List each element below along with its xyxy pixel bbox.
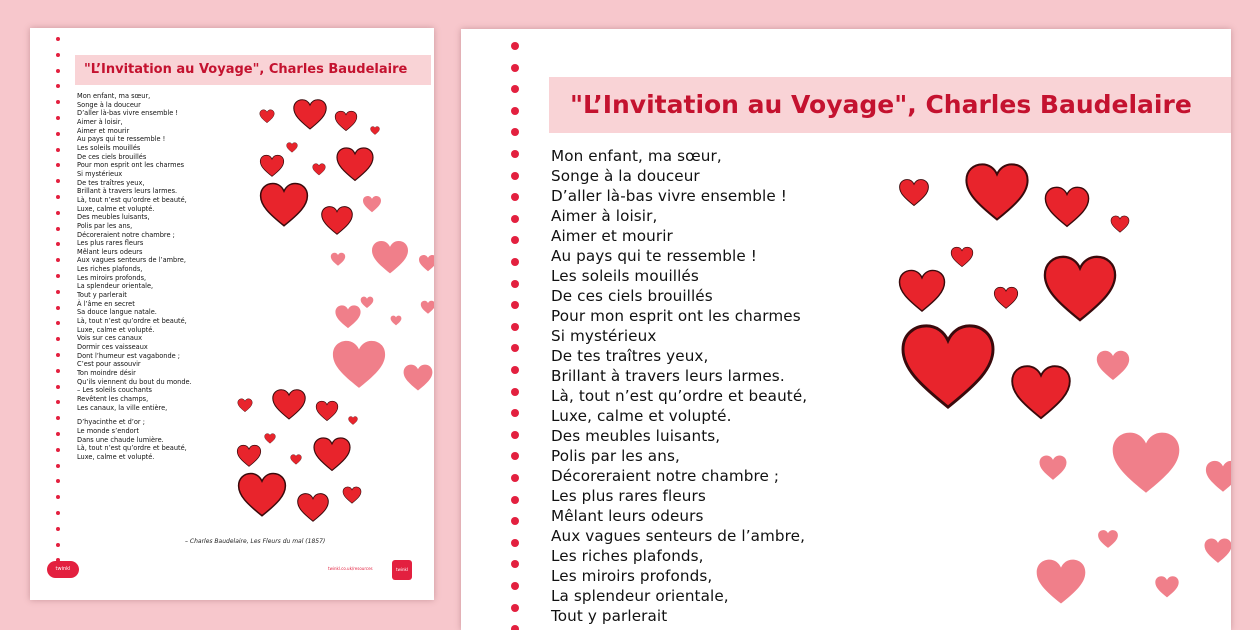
poem-line: Les soleils mouillés (77, 143, 141, 152)
binding-dot (511, 301, 519, 309)
poem-line: Des meubles luisants, (551, 427, 721, 445)
poem-text (77, 92, 192, 462)
poem-line: Mon enfant, ma sœur, (551, 147, 722, 165)
binding-dot (56, 258, 60, 262)
poem-line: Des meubles luisants, (77, 213, 150, 222)
heart-icon (292, 98, 328, 130)
heart-icon (362, 195, 382, 213)
heart-icon (420, 300, 434, 314)
binding-dot (56, 84, 60, 88)
binding-dot (511, 344, 519, 352)
heart-icon (312, 163, 326, 176)
poem-line: Dans une chaude lumière. (77, 435, 164, 444)
binding-dot (56, 448, 60, 452)
binding-dot (511, 42, 519, 50)
heart-icon (290, 454, 302, 465)
poem-line: Aimer à loisir, (551, 207, 658, 225)
poem-line: Les riches plafonds, (551, 547, 704, 565)
poem-line: Décoreraient notre chambre ; (551, 467, 780, 485)
poem-line: Les plus rares fleurs (551, 487, 706, 505)
binding-dot (511, 150, 519, 158)
poem-page-zoomed (461, 29, 1231, 630)
binding-dot (511, 280, 519, 288)
poem-line: Qu’ils viennent du bout du monde. (77, 377, 192, 386)
binding-dot (511, 236, 519, 244)
heart-icon (258, 181, 310, 228)
poem-line: Les miroirs profonds, (77, 273, 147, 282)
poem-line: Sa douce langue natale. (77, 308, 157, 317)
page-title: "L’Invitation au Voyage", Charles Baudelaire (75, 55, 431, 85)
heart-icon (1097, 529, 1119, 549)
binding-dot (56, 369, 60, 373)
heart-icon (1041, 253, 1119, 323)
binding-dot (511, 323, 519, 331)
heart-icon (897, 268, 947, 313)
poem-page-thumbnail (30, 28, 434, 600)
binding-dot (511, 366, 519, 374)
binding-dot (56, 195, 60, 199)
poem-line: Luxe, calme et volupté. (77, 452, 155, 461)
heart-icon (236, 471, 288, 518)
binding-dot (511, 560, 519, 568)
poem-line: Tout y parlerait (77, 291, 127, 300)
binding-dot (56, 464, 60, 468)
binding-dot (511, 409, 519, 417)
poem-line: D’aller là-bas vivre ensemble ! (77, 109, 179, 118)
binding-dot (56, 321, 60, 325)
poem-line: Aimer et mourir (551, 227, 673, 245)
poem-line: Dormir ces vaisseaux (77, 343, 148, 352)
binding-dot (511, 388, 519, 396)
poem-line: Mon enfant, ma sœur, (77, 92, 151, 100)
heart-icon (335, 146, 375, 182)
heart-icon (402, 363, 434, 392)
poem-line: Mêlant leurs odeurs (77, 247, 143, 256)
poem-line: Luxe, calme et volupté. (551, 407, 732, 425)
binding-dot (56, 511, 60, 515)
poem-attribution: – Charles Baudelaire, Les Fleurs du mal (1857) (185, 538, 326, 545)
binding-dot (56, 479, 60, 483)
poem-line: D’aller là-bas vivre ensemble ! (551, 187, 787, 205)
binding-dot (56, 495, 60, 499)
heart-icon (259, 154, 285, 177)
heart-icon (993, 286, 1019, 309)
heart-icon (271, 388, 307, 420)
binding-dot (511, 517, 519, 525)
binding-dot (56, 211, 60, 215)
binding-dot (56, 242, 60, 246)
heart-icon (370, 239, 410, 275)
heart-icon (237, 398, 253, 412)
poem-line: Polis par les ans, (77, 221, 133, 230)
heart-icon (315, 400, 339, 422)
poem-line: Pour mon esprit ont les charmes (77, 161, 185, 170)
poem-line: Là, tout n’est qu’ordre et beauté, (77, 444, 187, 453)
binding-dot (511, 582, 519, 590)
poem-line: Aimer à loisir, (77, 117, 123, 126)
poem-line: Brillant à travers leurs larmes. (551, 367, 785, 385)
poem-line: Les miroirs profonds, (551, 567, 713, 585)
heart-icon (236, 444, 262, 467)
brand-logo-badge: twinkl (392, 560, 412, 580)
poem-line: D’hyacinthe et d’or ; (77, 418, 145, 427)
binding-dot (511, 539, 519, 547)
binding-dot (56, 116, 60, 120)
heart-icon (1095, 349, 1131, 381)
poem-line: Si mystérieux (77, 169, 123, 178)
binding-dot (56, 37, 60, 41)
binding-dot (511, 258, 519, 266)
binding-dot (56, 69, 60, 73)
poem-line: Aimer et mourir (77, 126, 130, 135)
binding-dot (511, 172, 519, 180)
poem-line: Mêlant leurs odeurs (551, 507, 704, 525)
heart-icon (286, 142, 298, 153)
binding-dot (56, 132, 60, 136)
poem-line: Les plus rares fleurs (77, 239, 144, 248)
binding-dot (56, 290, 60, 294)
poem-line: Les canaux, la ville entière, (77, 403, 168, 412)
binding-dot (511, 474, 519, 482)
poem-line: Au pays qui te ressemble ! (551, 247, 757, 265)
poem-line: Tout y parlerait (551, 607, 668, 625)
binding-dot (56, 163, 60, 167)
heart-icon (334, 304, 362, 329)
binding-dot (56, 337, 60, 341)
poem-line: De ces ciels brouillés (551, 287, 713, 305)
heart-icon (348, 416, 358, 425)
poem-line: De ces ciels brouillés (77, 152, 147, 161)
binding-dot (511, 215, 519, 223)
heart-icon (1154, 575, 1180, 598)
poem-line: La splendeur orientale, (77, 282, 154, 291)
heart-icon (1043, 185, 1091, 228)
binding-dot (56, 353, 60, 357)
poem-line: Là, tout n’est qu’ordre et beauté, (551, 387, 808, 405)
brand-logo: twinkl (47, 561, 79, 578)
binding-dot (56, 100, 60, 104)
poem-line: Dont l’humeur est vagabonde ; (77, 351, 181, 360)
binding-dot (511, 128, 519, 136)
binding-dot (56, 527, 60, 531)
page-title: "L’Invitation au Voyage", Charles Baudelaire (549, 77, 1231, 133)
binding-dot (56, 227, 60, 231)
heart-icon (898, 321, 998, 411)
heart-icon (1034, 557, 1088, 606)
binding-dot (56, 416, 60, 420)
heart-icon (320, 205, 354, 236)
poem-line: Luxe, calme et volupté. (77, 204, 155, 213)
binding-dot (56, 148, 60, 152)
binding-dot (511, 431, 519, 439)
binding-dot (56, 385, 60, 389)
poem-line: Les soleils mouillés (551, 267, 699, 285)
heart-icon (1038, 454, 1068, 481)
poem-line: Le monde s’endort (77, 426, 139, 435)
binding-dot (56, 543, 60, 547)
heart-icon (898, 178, 930, 207)
poem-line: Si mystérieux (551, 327, 657, 345)
binding-dot (56, 432, 60, 436)
heart-icon (296, 492, 330, 523)
binding-dot (511, 496, 519, 504)
heart-icon (950, 246, 974, 268)
poem-line: À l’âme en secret (77, 299, 135, 308)
poem-line: De tes traîtres yeux, (551, 347, 709, 365)
poem-line: Aux vagues senteurs de l’ambre, (551, 527, 806, 545)
poem-line: Là, tout n’est qu’ordre et beauté, (77, 195, 187, 204)
poem-line: Polis par les ans, (551, 447, 680, 465)
binding-dot (56, 274, 60, 278)
heart-icon (312, 436, 352, 472)
heart-icon (1110, 215, 1130, 233)
heart-icon (264, 433, 276, 444)
binding-dot (511, 107, 519, 115)
poem-line: Songe à la douceur (551, 167, 700, 185)
poem-line: Là, tout n’est qu’ordre et beauté, (77, 317, 187, 326)
poem-line: Revêtent les champs, (77, 394, 149, 403)
poem-line: La splendeur orientale, (551, 587, 729, 605)
heart-icon (334, 110, 358, 132)
binding-dot (511, 452, 519, 460)
footer-link[interactable]: twinkl.co.uk/resources (328, 566, 373, 571)
heart-icon (963, 161, 1031, 222)
poem-line: Au pays qui te ressemble ! (77, 135, 166, 144)
poem-line: Brillant à travers leurs larmes. (77, 187, 178, 196)
binding-dot (511, 604, 519, 612)
heart-icon (342, 486, 362, 504)
binding-dot (56, 306, 60, 310)
binding-dot (511, 85, 519, 93)
poem-line: C’est pour assouvir (77, 360, 141, 369)
binding-dot (56, 179, 60, 183)
binding-dot (511, 625, 519, 630)
poem-line: Les riches plafonds, (77, 265, 143, 274)
heart-icon (259, 109, 275, 123)
heart-icon (390, 315, 402, 326)
poem-line: De tes traîtres yeux, (77, 178, 145, 187)
poem-line: Vois sur ces canaux (77, 334, 142, 343)
heart-icon (1203, 537, 1231, 564)
poem-line: Aux vagues senteurs de l’ambre, (77, 256, 186, 265)
heart-icon (360, 296, 374, 309)
heart-icon (418, 254, 434, 272)
binding-dot (56, 53, 60, 57)
heart-icon (370, 126, 380, 135)
poem-line: Décoreraient notre chambre ; (77, 230, 175, 239)
poem-line: Luxe, calme et volupté. (77, 325, 155, 334)
heart-icon (1009, 363, 1073, 421)
binding-dot (511, 64, 519, 72)
poem-line: Songe à la douceur (77, 100, 141, 109)
binding-dot (56, 400, 60, 404)
heart-icon (330, 252, 346, 266)
poem-line: – Les soleils couchants (77, 386, 152, 395)
poem-line: Ton moindre désir (77, 369, 136, 377)
poem-line: Pour mon esprit ont les charmes (551, 307, 801, 325)
poem-text (551, 146, 807, 626)
binding-dot (511, 193, 519, 201)
heart-icon (1109, 429, 1183, 496)
heart-icon (330, 338, 388, 390)
heart-icon (1204, 459, 1231, 493)
